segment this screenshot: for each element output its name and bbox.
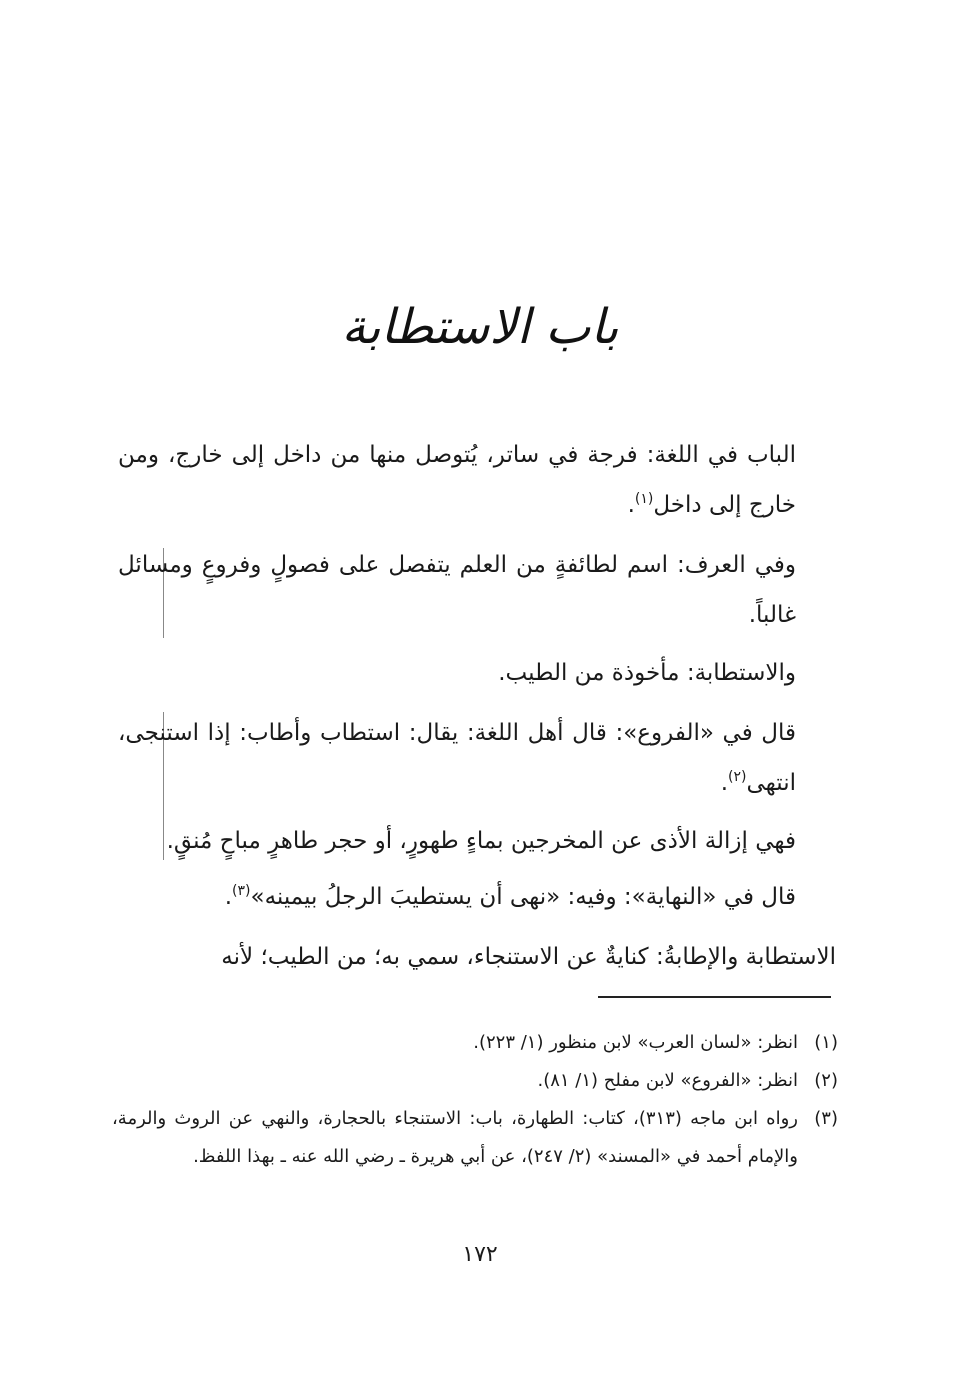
body-paragraph-6 [118, 872, 836, 922]
footnote-marker[interactable]: (١) [634, 491, 654, 507]
footnote-item [112, 1024, 838, 1062]
paragraph-tail: . [224, 884, 233, 910]
footnote-number: (١) [814, 1032, 838, 1053]
footnote-number: (٢) [814, 1070, 838, 1091]
paragraph-text: قال في «الفروع»: قال أهل اللغة: يقال: استطاب وأطاب: إذا استنجى، انتهى [118, 720, 796, 796]
paragraph-text: فهي إزالة الأذى عن المخرجين بماءٍ طهورٍ، أو حجر طاهرٍ مباحٍ مُنقٍ. [166, 828, 796, 854]
paragraph-text: قال في «النهاية»: وفيه: «نهى أن يستطيبَ الرجلُ بيمينه» [250, 884, 796, 910]
paragraph-text: الباب في اللغة: فرجة في ساتر، يُتوصل منها من داخل إلى خارج، ومن خارج إلى داخل [118, 442, 796, 518]
footnotes-section [112, 1024, 838, 1176]
page-number: ١٧٢ [462, 1242, 498, 1267]
paragraph-tail: . [720, 770, 729, 796]
body-paragraph-4 [118, 708, 836, 808]
footnote-item [112, 1100, 838, 1176]
paragraph-text: وفي العرف: اسم لطائفةٍ من العلم يتفصل على فصولٍ وفروعٍ ومسائل غالباً. [118, 552, 796, 628]
body-paragraph-3 [118, 648, 836, 698]
footnote-marker[interactable]: (٣) [232, 883, 251, 899]
footnote-item [112, 1062, 838, 1100]
paragraph-tail: . [627, 492, 635, 518]
body-paragraph-2 [118, 540, 836, 640]
footnote-separator [598, 996, 831, 998]
paragraph-text: والاستطابة: مأخوذة من الطيب. [498, 660, 796, 686]
chapter-heading: باب الاستطابة [341, 299, 619, 355]
body-paragraph-7 [118, 932, 836, 982]
body-paragraph-5 [118, 816, 836, 866]
footnote-text: رواه ابن ماجه (٣١٣)، كتاب: الطهارة، باب: الاستنجاء بالحجارة، والنهي عن الروث والرمة، والإمام أحمد في «المسند» (٢/ ٢٤٧)، عن أبي هريرة ـ رضي الله عنه ـ بهذا اللفظ. [112, 1108, 799, 1167]
paragraph-text: الاستطابة والإطابةُ: كنايةٌ عن الاستنجاء، سمي به؛ من الطيب؛ لأنه [221, 944, 836, 970]
body-paragraph-1 [118, 430, 836, 530]
footnote-text: انظر: «الفروع» لابن مفلح (١/ ٨١). [537, 1070, 798, 1091]
footnote-marker[interactable]: (٢) [728, 769, 747, 785]
footnote-number: (٣) [814, 1108, 838, 1129]
footnote-text: انظر: «لسان العرب» لابن منظور (١/ ٢٢٣). [473, 1032, 798, 1053]
